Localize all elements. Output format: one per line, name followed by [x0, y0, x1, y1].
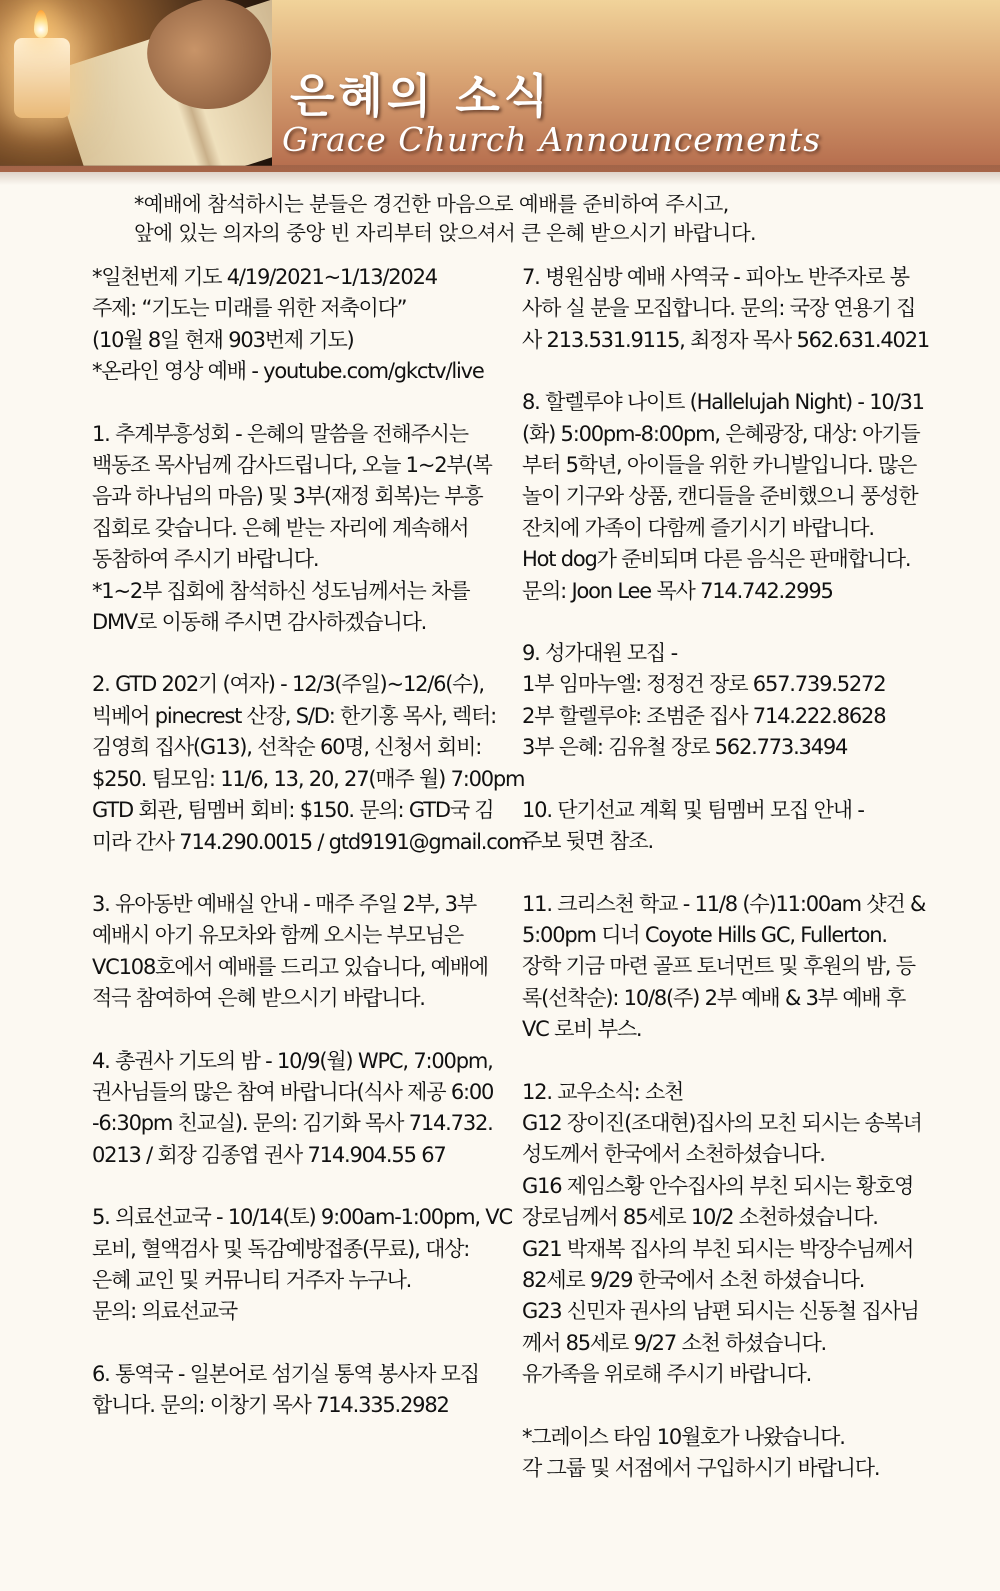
announcement-item1 — [92, 419, 510, 639]
announcement-line: 록(선착순): 10/8(주) 2부 예배 & 3부 예배 후 — [522, 985, 906, 1010]
announcement-line: 주제: “기도는 미래를 위한 저축이다” — [92, 296, 407, 321]
announcement-line: 권사님들의 많은 참여 바랍니다(식사 제공 6:00 — [92, 1079, 494, 1104]
announcement-line: *1~2부 집회에 참석하신 성도님께서는 차를 — [92, 578, 470, 603]
announcement-line: 문의: 의료선교국 — [92, 1299, 237, 1324]
announcement-line: 부터 5학년, 아이들을 위한 카니발입니다. 많은 — [522, 453, 917, 478]
announcement-line: G16 제임스황 안수집사의 부친 되시는 황호영 — [522, 1173, 914, 1198]
announcement-grace_time — [522, 1422, 947, 1485]
announcement-line: 10. 단기선교 계획 및 팀멤버 모집 안내 - — [522, 797, 864, 822]
announcement-line: (10월 8일 현재 903번제 기도) — [92, 327, 354, 352]
announcement-line: 음과 하나님의 마음) 및 3부(재정 회복)는 부흥 — [92, 484, 483, 509]
left-column — [92, 262, 528, 1453]
announcement-line: $250. 팀모임: 11/6, 13, 20, 27(매주 월) 7:00pm — [92, 766, 525, 791]
announcement-line: 유가족을 위로해 주시기 바랍니다. — [522, 1362, 812, 1387]
announcement-line: 놀이 기구와 상품, 캔디들을 준비했으니 풍성한 — [522, 484, 918, 509]
announcement-line: 0213 / 회장 김종엽 권사 714.904.55 67 — [92, 1142, 446, 1167]
notice-line-1: *예배에 참석하시는 분들은 경건한 마음으로 예배를 준비하여 주시고, — [134, 192, 729, 216]
announcement-line: GTD 회관, 팀멤버 회비: $150. 문의: GTD국 김 — [92, 798, 494, 823]
header-banner — [0, 0, 1000, 172]
announcement-line: 4. 총권사 기도의 밤 - 10/9(월) WPC, 7:00pm, — [92, 1048, 493, 1073]
announcement-line: 3. 유아동반 예배실 안내 - 매주 주일 2부, 3부 — [92, 891, 476, 916]
announcement-line: 3부 은혜: 김유철 장로 562.773.3494 — [522, 735, 848, 760]
announcement-line: 동참하여 주시기 바랍니다. — [92, 547, 319, 572]
announcement-item8 — [522, 387, 947, 607]
announcement-line: 5:00pm 디너 Coyote Hills GC, Fullerton. — [522, 922, 887, 947]
announcement-line: DMV로 이동해 주시면 감사하겠습니다. — [92, 610, 427, 635]
announcement-item5 — [92, 1202, 510, 1328]
announcement-line: VC108호에서 예배를 드리고 있습니다, 예배에 — [92, 954, 488, 979]
announcement-line: G23 신민자 권사의 남편 되시는 신동철 집사님 — [522, 1299, 919, 1324]
announcement-line: VC 로비 부스. — [522, 1017, 642, 1042]
announcement-line: G21 박재복 집사의 부친 되시는 박장수님께서 — [522, 1236, 914, 1261]
announcement-line: 2. GTD 202기 (여자) - 12/3(주일)~12/6(수), — [92, 672, 484, 697]
announcement-line: 11. 크리스천 학교 - 11/8 (수)11:00am 샷건 & — [522, 891, 926, 916]
announcement-item7 — [522, 262, 947, 356]
announcement-item3 — [92, 889, 510, 1015]
announcement-line: 6. 통역국 - 일본어로 섬기실 통역 봉사자 모집 — [92, 1361, 479, 1386]
announcement-line: 1. 추계부흥성회 - 은혜의 말씀을 전해주시는 — [92, 421, 468, 446]
announcement-line: 합니다. 문의: 이창기 목사 714.335.2982 — [92, 1393, 449, 1418]
notice-line-2: 앞에 있는 의자의 중앙 빈 자리부터 앉으셔서 큰 은혜 받으시기 바랍니다. — [134, 221, 756, 245]
flame-icon — [34, 10, 48, 38]
announcement-line: 8. 할렐루야 나이트 (Hallelujah Night) - 10/31 — [522, 390, 924, 415]
announcement-line: 미라 간사 714.290.0015 / gtd9191@gmail.com — [92, 829, 528, 854]
page-subtitle: Grace Church Announcements — [282, 120, 822, 159]
announcement-item4 — [92, 1046, 510, 1172]
announcement-line: *온라인 영상 예배 - youtube.com/gkctv/live — [92, 359, 484, 384]
announcement-line: -6:30pm 친교실). 문의: 김기화 목사 714.732. — [92, 1111, 493, 1136]
announcement-item11 — [522, 889, 947, 1046]
announcement-line: 은혜 교인 및 커뮤니티 거주자 누구나. — [92, 1267, 412, 1292]
announcement-line: 82세로 9/29 한국에서 소천 하셨습니다. — [522, 1267, 865, 1292]
announcement-line: G12 장이진(조대현)집사의 모친 되시는 송복녀 — [522, 1110, 922, 1135]
announcement-line: 5. 의료선교국 - 10/14(토) 9:00am-1:00pm, VC — [92, 1205, 512, 1230]
announcement-line: 백동조 목사님께 감사드립니다, 오늘 1~2부(복 — [92, 453, 492, 478]
announcement-line: Hot dog가 준비되며 다른 음식은 판매합니다. — [522, 547, 911, 572]
announcement-item6 — [92, 1359, 510, 1422]
announcement-item12 — [522, 1077, 947, 1391]
announcement-line: *일천번제 기도 4/19/2021~1/13/2024 — [92, 265, 437, 289]
announcement-line: 장학 기금 마련 골프 토너먼트 및 후원의 밤, 등 — [522, 954, 915, 979]
announcement-item2 — [92, 669, 528, 857]
announcement-line: 적극 참여하여 은혜 받으시기 바랍니다. — [92, 986, 425, 1011]
announcement-line: (화) 5:00pm-8:00pm, 은혜광장, 대상: 아기들 — [522, 421, 920, 446]
announcement-line: 1부 임마누엘: 정정건 장로 657.739.5272 — [522, 672, 886, 697]
announcement-prayer — [92, 262, 510, 388]
announcement-line: 김영희 집사(G13), 선착순 60명, 신청서 회비: — [92, 735, 482, 760]
announcement-line: 2부 할렐루야: 조범준 집사 714.222.8628 — [522, 703, 886, 728]
announcement-line: 께서 85세로 9/27 소천 하셨습니다. — [522, 1330, 827, 1355]
announcement-line: 주보 뒷면 참조. — [522, 829, 653, 854]
right-column — [522, 262, 947, 1515]
praying-hands-candle-photo — [0, 0, 272, 166]
announcement-line: 예배시 아기 유모차와 함께 오시는 부모님은 — [92, 923, 463, 948]
header-shadow — [0, 165, 1000, 185]
announcement-line: 각 그룹 및 서점에서 구입하시기 바랍니다. — [522, 1456, 880, 1480]
announcement-line: 장로님께서 85세로 10/2 소천하셨습니다. — [522, 1205, 878, 1230]
announcement-line: 문의: Joon Lee 목사 714.742.2995 — [522, 578, 833, 603]
candle-icon — [14, 38, 70, 118]
announcement-line: 12. 교우소식: 소천 — [522, 1079, 684, 1104]
announcement-line: *그레이스 타임 10월호가 나왔습니다. — [522, 1424, 845, 1449]
announcement-line: 집회로 갖습니다. 은혜 받는 자리에 계속해서 — [92, 515, 469, 540]
announcement-line: 잔치에 가족이 다함께 즐기시기 바랍니다. — [522, 515, 874, 540]
announcement-line: 로비, 혈액검사 및 독감예방접종(무료), 대상: — [92, 1236, 470, 1261]
announcement-line: 7. 병원심방 예배 사역국 - 피아노 반주자로 봉 — [522, 265, 909, 289]
announcement-line: 9. 성가대원 모집 - — [522, 641, 677, 666]
page-title: 은혜의 소식 — [290, 69, 553, 123]
announcement-line: 사하 실 분을 모집합니다. 문의: 국장 연용기 집 — [522, 296, 916, 321]
announcement-line: 사 213.531.9115, 최정자 목사 562.631.4021 — [522, 327, 930, 352]
announcement-item10 — [522, 795, 947, 858]
announcement-line: 성도께서 한국에서 소천하셨습니다. — [522, 1142, 825, 1167]
announcement-item9 — [522, 638, 947, 764]
announcement-line: 빅베어 pinecrest 산장, S/D: 한기홍 목사, 렉터: — [92, 703, 496, 728]
worship-notice — [100, 190, 920, 248]
